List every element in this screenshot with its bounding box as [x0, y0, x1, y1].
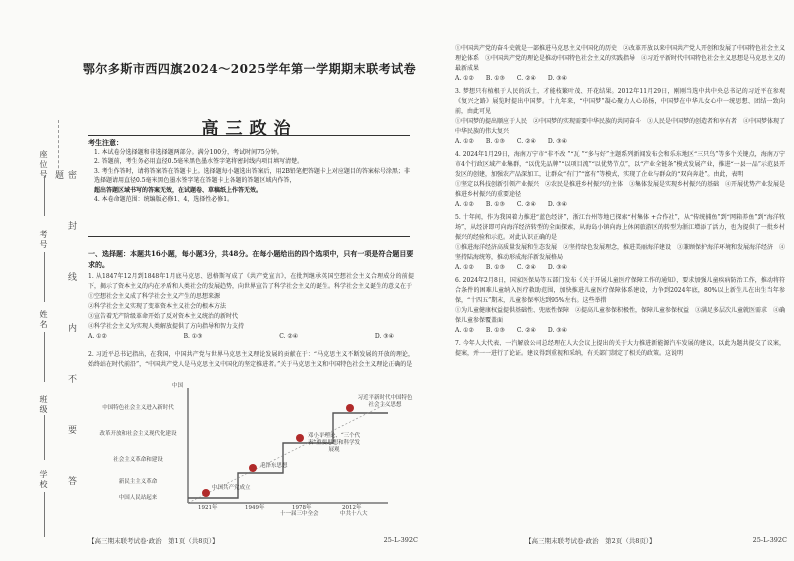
subject-title: 高三政治 [201, 119, 298, 139]
exam-notice [88, 135, 410, 237]
seat-number-field[interactable] [44, 176, 45, 216]
question-7-stem: 7. 今年人大代表、一汽解放公司总经理在人大会议上提出的关于大力推进新能源汽车发展的建议，以此为题共提交了议案，提案，并一一进行了论证。建议得到重视和采纳，有关部门制定了相关的政策。这说明 [455, 340, 785, 357]
year-label: 1949年 [245, 505, 265, 511]
section-heading: 一、选择题：本题共16小题，每小题3分，共48分。在每小题给出的四个选项中，只有一项是符合题目要求的。 [88, 249, 414, 269]
notice-item: 2. 答题前，考生务必用直径0.5毫米黑色墨水签字笔将密封线内项目填写清楚。 [94, 158, 304, 165]
question-5-stem: 5. 十年间，作为我国着力推进“蓝色经济”，浙江台州等地已探索“村集体 +合作社”，从“传统捕鱼”到“网箱养鱼”到“海洋牧场”，从经济即可向海洋经济转型的全面探索，从海岛小镇向海上休闲旅游区的转型为浙江增添了活力，也为提供了一批乡村振兴的经验和示范。对此认识正确的是 [455, 214, 785, 241]
page-footer [88, 536, 418, 545]
step-label: 中国共产党成立 [212, 485, 251, 491]
option-a[interactable]: A. ①② [88, 333, 107, 340]
question-6-choices: ①为儿童健康权益提供基础性、兜底性保障 ②提高儿童参保积极性，保障儿童参保权益 ③满足多层次儿童就医需求 ④确保儿童参保覆盖面 [455, 307, 786, 324]
question-3-choices: ①中国梦的提出顺应于人民 ②中国梦的实现需要中华民族的共同奋斗 ③人民是中国梦的创造者和享有者 ④中国梦体现了中华民族的伟大复兴 [455, 118, 786, 135]
footer-title: 【高三期末联考试卷·政治 第2页（共8页）】 [525, 537, 656, 545]
question-1-stem: 1. 从1847年12月到1848年1月底马克思、恩格斯写成了《共产党宣言》，在批判继承英国空想社会主义合理成分的前提下，揭示了资本主义的内在矛盾和人类社会的发展趋势，向世界宣告了科学社会主义的诞生。科学社会主义诞生的意义在于 [88, 273, 414, 290]
question-3-options: A. ①② B. ①③ C. ②④ D. ③④ [455, 138, 568, 145]
step-label: 毛泽东思想 [260, 463, 288, 469]
era-label: 改革开放和社会主义现代化建设 [99, 431, 177, 437]
seat-number-label: 座位号 [39, 150, 48, 180]
class-field[interactable] [44, 415, 45, 460]
year-note: 中共十八大 [340, 511, 368, 517]
year-label: 1921年 [198, 505, 218, 511]
question-1-choice: ①空想社会主义成了科学社会主义产生的思想来源 [88, 293, 221, 300]
question-1-choice: ③宣告着无产阶级革命开始了反对资本主义统治的新时代 [88, 313, 239, 320]
notice-item-emphasis: 超出答题区域书写的答案无效，在试题卷、草稿纸上作答无效。 [94, 186, 263, 194]
question-4-choices: ①坚定以科技创新引领产业振兴 ②农民是推进乡村振兴的主体 ③集体发展是实现乡村振兴的基础 ④开展优势产业发展是推进乡村振兴的重要途径 [455, 181, 786, 198]
option-c[interactable]: C. ②④ [279, 333, 299, 340]
notice-item: 4. 本卷命题范围：统编版必修1、4，选择性必修1。 [94, 196, 234, 203]
history-staircase-figure [88, 383, 418, 518]
question-3-stem: 3. 梦想只有植根于人民的沃土，才能枝繁叶茂、开花结果。2012年11月29日，刚刚当选中共中央总书记的习近平在参观《复兴之路》展览时提出中国梦。十九年来，“中国梦”凝心聚力人心昂扬，中国梦在中华儿女心中一统思想、团结一致向前，由此可见 [455, 88, 785, 115]
question-1-options [88, 332, 414, 342]
question-5-choices: ①推进海洋经济高质量发展和生态发展 ②坚持绿色发展理念，推进美丽海洋建设 ③兼顾保护海洋环境和发展海洋经济 ④坚持陆海统筹，推动形成海洋新发展格局 [455, 244, 786, 261]
question-2-stem: 2. 习近平总书记指出，在我国，中国共产党与世界马克思主义理论发展的贡献在于：“马克思主义不断发展的开放的理论，始终站在时代前沿”，“中国共产党人是马克思主义中国化的坚定推进者。”关于马克思主义和中国特色社会主义理论正确的是 [88, 351, 414, 368]
question-4-options: A. ①② B. ①③ C. ②④ D. ③④ [455, 201, 568, 208]
notice-item: 3. 考生作答时，请将答案答在答题卡上。选择题每小题选出答案后，用2B铅笔把答题卡上对应题目的答案标号涂黑；非选择题请用直径0.5毫米黑色墨水签字笔在答题卡上各题的答题区域内作答， [94, 167, 410, 184]
exam-number-label: 考号 [39, 230, 48, 250]
year-note: 十一届三中全会 [280, 511, 319, 517]
notice-item: 1. 本试卷分选择题和非选择题两部分。满分100分，考试时间75分钟。 [94, 148, 283, 156]
question-6-stem: 6. 2024年2月8日，国家医保局等五部门发布《关于开展儿童医疗保障工作的通知》，要求加强儿童疾病防治工作，推动将符合条件的困难儿童纳入医疗救助范围，加快推进儿童医疗保障体系建设，力争到2024年底，80%以上新生儿在出生当年参保，“十四五”期末，儿童参保率达到95%左右。这些举措 [455, 277, 785, 304]
era-label: 社会主义革命和建设 [113, 457, 163, 463]
school-field[interactable] [44, 492, 45, 537]
axis-top-label: 中国 [172, 383, 184, 389]
name-label: 姓名 [39, 310, 48, 330]
step-label: 邓小平理论、“三个代表”重要思想和科学发展观 [307, 433, 361, 453]
era-label: 中国特色社会主义进入新时代 [102, 405, 174, 411]
year-label: 1978年 [292, 505, 312, 511]
question-1 [88, 272, 414, 342]
question-1-choice: ②科学社会主义实现了变革资本主义社会的根本方法 [88, 303, 227, 310]
question-6-options: A. ①② B. ①③ C. ②④ D. ③④ [455, 327, 568, 334]
footer-code: 25-L-392C [752, 536, 787, 544]
name-field[interactable] [44, 332, 45, 382]
right-page-questions [455, 44, 785, 359]
question-2-choices: ①中国共产党的奋斗史就是一部推进马克思主义中国化的历史 ②改革开放以来中国共产党人开创和发展了中国特色社会主义理论体系 ③中国共产党的理论是推动中国特色社会主义的实践指导 ④习近平新时代中国特色社会主义思想是马克思主义的最新成果 [455, 45, 786, 72]
step-label: 习近平新时代中国特色社会主义思想 [357, 395, 413, 408]
question-4-stem: 4. 2024年1月29日，海南万宁市“非不改 ”“瓦 ”“多与好”主题系列新闻发布会和乐东地区“三只鸟”等多个关键点，海南万宁市4个行政区域产业集群，“以优先品牌”“以项目流”“以优势节点”，以“产业全链条”模式发展产业，推进“一县一品”示范县开发区的创建，加强农产品深加工，让群众“有门”“富有”等模式，实现了企业与群众的“双向奔赴”。由此，表明 [455, 151, 785, 178]
page-footer [525, 536, 787, 545]
era-label: 中国人民站起来 [118, 495, 158, 501]
school-label: 学校 [39, 470, 48, 490]
exam-title: 鄂尔多斯市西四旗2024～2025学年第一学期期末联考试卷 [82, 62, 417, 76]
notice-heading: 考生注意： [88, 138, 123, 147]
binding-margin [0, 0, 80, 561]
year-label: 2012年 [342, 505, 362, 511]
question-5-options: A. ①② B. ①③ C. ②④ D. ③④ [455, 264, 568, 271]
seal-warning: 密封线内不要答题 [52, 170, 78, 561]
question-1-choice: ④科学社会主义为实现人类解放提供了方向指导和智力支持 [88, 323, 245, 330]
question-2-options: A. ①② B. ①③ C. ②④ D. ③④ [455, 75, 568, 82]
option-b[interactable]: B. ①③ [183, 333, 203, 340]
exam-number-field[interactable] [44, 252, 45, 302]
class-label: 班级 [39, 395, 48, 415]
footer-code: 25-L-392C [383, 536, 418, 544]
era-label: 新民主主义革命 [118, 479, 158, 485]
footer-title: 【高三期末联考试卷·政治 第1页（共8页）】 [88, 537, 219, 545]
option-d[interactable]: D. ③④ [374, 333, 394, 340]
